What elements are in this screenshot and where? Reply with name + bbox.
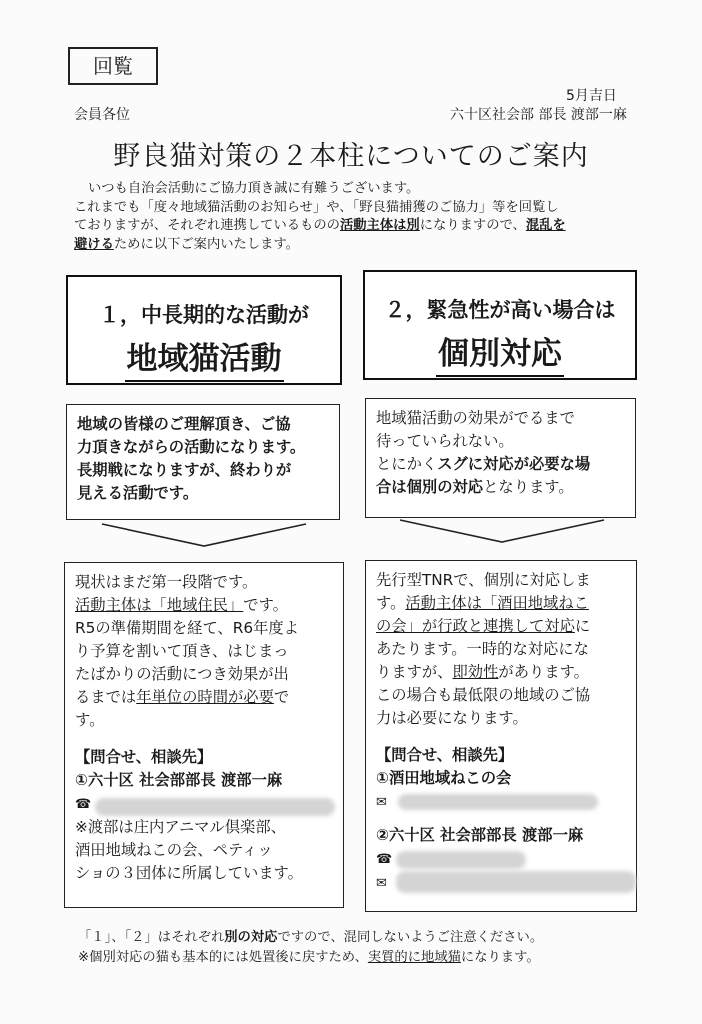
right-summary-line <box>376 476 625 499</box>
right-heading-sub: ２，緊急性が高い場合は <box>384 298 616 322</box>
detail-text: で <box>273 688 290 706</box>
intro-text: ておりますが、それぞれ連携しているものの <box>74 218 340 233</box>
left-detail-line: たばかりの活動につき効果が出 <box>75 665 289 683</box>
right-detail-line: 先行型TNRで、個別に対応しま <box>376 571 591 589</box>
detail-text: す。 <box>376 594 406 612</box>
left-heading-sub: １，中長期的な活動が <box>99 303 309 327</box>
footer-text: ※個別対応の猫も基本的には処置後に戻すため、 <box>78 950 368 965</box>
detail-text: りますが、 <box>376 663 453 681</box>
intro-line <box>74 236 634 255</box>
detail-emphasis: 年単位の時間が必要 <box>136 688 274 706</box>
right-summary-line: 待っていられない。 <box>376 432 514 450</box>
left-contact-header: 【問合せ、相談先】 <box>75 748 213 766</box>
summary-text: となります。 <box>483 478 574 496</box>
detail-text: があります。 <box>498 663 589 681</box>
left-heading-main: 地域猫活動 <box>125 333 284 382</box>
right-contact-2: ②六十区 社会部部長 渡部一麻 <box>376 826 584 844</box>
right-phone-row <box>376 847 626 871</box>
footer-text: になります。 <box>460 950 540 965</box>
right-contact-1: ①酒田地域ねこの会 <box>376 769 512 787</box>
summary-text: とにかく <box>376 455 438 473</box>
left-note-line: 酒田地域ねこの会、ペティッ <box>75 841 273 859</box>
footer-line <box>78 928 638 948</box>
summary-emphasis: 合は個別の対応 <box>376 478 484 496</box>
right-heading-main: 個別対応 <box>436 328 564 377</box>
left-contact-name: ①六十区 社会部部長 渡部一麻 <box>75 771 283 789</box>
phone-icon: ☎ <box>376 852 393 867</box>
redacted-phone <box>95 798 335 816</box>
circular-label: 回覧 <box>68 47 158 85</box>
intro-paragraph <box>74 180 634 254</box>
detail-text: るまでは <box>75 688 137 706</box>
left-detail-line: り予算を割いて頂き、はじまっ <box>75 642 289 660</box>
left-summary-box <box>66 404 340 520</box>
left-detail-line: R5の準備期間を経て、R6年度よ <box>75 619 299 637</box>
right-mail-row-2 <box>376 871 626 895</box>
left-detail-line <box>75 594 333 617</box>
left-detail-line: す。 <box>75 711 105 729</box>
right-detail-line <box>376 592 626 615</box>
detail-text: です。 <box>243 596 288 614</box>
right-detail-line <box>376 615 626 638</box>
page-title: 野良猫対策の２本柱についてのご案内 <box>113 141 589 172</box>
footer-emphasis: 実質的に地域猫 <box>367 950 461 965</box>
left-detail-box <box>64 562 344 908</box>
sender: 六十区社会部 部長 渡部一麻 <box>450 107 627 123</box>
left-summary-line: 地域の皆様のご理解頂き、ご協 <box>77 415 291 433</box>
right-detail-box <box>365 560 637 912</box>
detail-emphasis: 活動主体は「地域住民」 <box>75 596 244 614</box>
footer-emphasis: 別の対応 <box>224 930 278 945</box>
right-detail-line <box>376 661 626 684</box>
redacted-phone <box>396 851 526 869</box>
footer-line <box>78 948 638 968</box>
detail-emphasis: の会」が行政と連携して対応 <box>376 617 575 635</box>
intro-emphasis: 混乱を <box>525 218 566 233</box>
phone-icon: ☎ <box>75 797 92 812</box>
left-note-line: ※渡部は庄内アニマル倶楽部、 <box>75 818 286 836</box>
left-summary-line: 長期戦になりますが、終わりが <box>77 461 292 479</box>
intro-emphasis: 避ける <box>74 236 114 252</box>
date: 5月吉日 <box>566 88 617 104</box>
right-contact-header: 【問合せ、相談先】 <box>376 746 514 764</box>
right-down-arrow-icon <box>398 518 606 544</box>
right-summary-line <box>376 453 625 476</box>
intro-text: になりますので、 <box>419 218 526 233</box>
right-detail-line: この場合も最低限の地域のご協 <box>376 686 591 704</box>
left-heading-box <box>66 275 342 385</box>
right-summary-box <box>365 398 636 518</box>
left-phone-row <box>75 792 333 816</box>
right-mail-row-1 <box>376 790 626 816</box>
summary-emphasis: スグに対応が必要な場 <box>437 455 591 473</box>
right-detail-line: あたります。一時的な対応にな <box>376 640 589 658</box>
right-summary-line: 地域猫活動の効果がでるまで <box>376 409 575 427</box>
footer-text: ですので、混同しないようご注意ください。 <box>277 930 544 945</box>
redacted-email <box>398 794 598 810</box>
right-heading-box <box>363 270 637 380</box>
detail-text: に <box>574 617 591 635</box>
right-detail-line: 力は必要になります。 <box>376 709 528 727</box>
left-down-arrow-icon <box>100 522 308 548</box>
recipient: 会員各位 <box>74 107 130 123</box>
footer-notes <box>78 928 638 968</box>
redacted-email <box>396 871 636 893</box>
intro-emphasis: 活動主体は別 <box>339 218 420 233</box>
intro-text: ために以下ご案内いたします。 <box>113 236 299 252</box>
left-summary-line: 見える活動です。 <box>77 484 199 502</box>
left-detail-line <box>75 686 333 709</box>
intro-line: いつも自治会活動にご協力頂き誠に有難うございます。 <box>88 181 420 196</box>
mail-icon: ✉ <box>376 795 387 810</box>
mail-icon: ✉ <box>376 876 387 891</box>
detail-emphasis: 即効性 <box>452 663 499 681</box>
left-summary-line: 力頂きながらの活動になります。 <box>77 438 306 456</box>
left-note-line: ショの３団体に所属しています。 <box>75 864 303 882</box>
left-detail-line: 現状はまだ第一段階です。 <box>75 573 258 591</box>
intro-line <box>74 217 634 236</box>
footer-text: 「１」、「２」はそれぞれ <box>78 930 225 945</box>
intro-line: これまでも「度々地域猫活動のお知らせ」や、「野良猫捕獲のご協力」等を回覧し <box>74 199 559 215</box>
detail-emphasis: 活動主体は「酒田地域ねこ <box>405 594 589 612</box>
